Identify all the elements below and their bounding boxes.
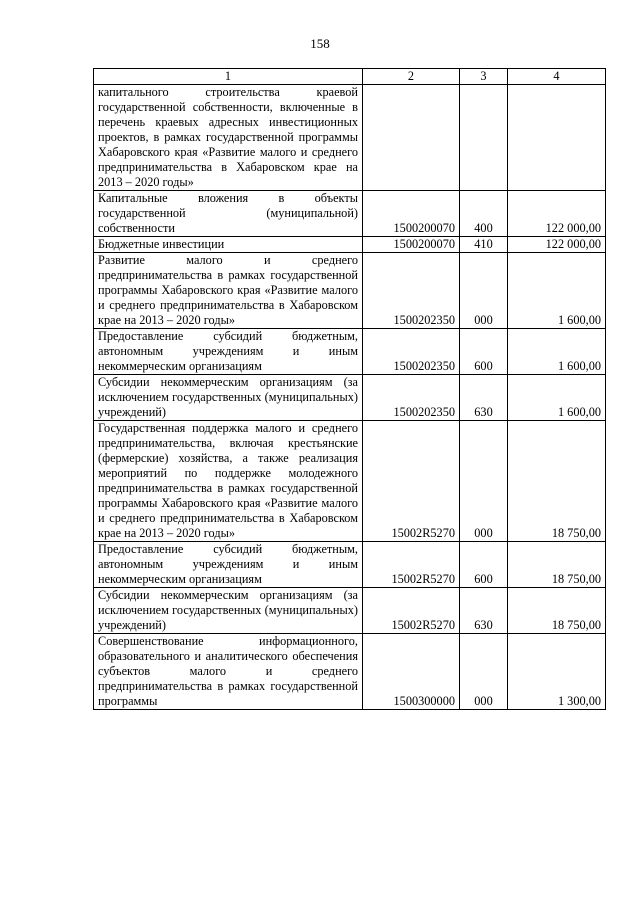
table-row [94,191,606,237]
table-row [94,588,606,634]
table-row [94,542,606,588]
table-row [94,85,606,191]
row-target-code: 1500200070 [363,237,460,253]
row-amount: 122 000,00 [508,237,606,253]
row-expense-type: 000 [460,634,508,710]
row-description: капитального строительства краевой государственной собственности, включенные в перечень краевых адресных инвестиционных проектов, в рамках государственной программы Хабаровского края «Развитие малого и среднего предпринимательства в Хабаровском крае на 2013 – 2020 годы» [94,85,363,191]
column-header-2: 2 [363,69,460,85]
row-description: Бюджетные инвестиции [94,237,363,253]
row-amount: 18 750,00 [508,542,606,588]
row-expense-type: 630 [460,375,508,421]
column-header-1: 1 [94,69,363,85]
table-row [94,237,606,253]
row-amount: 1 600,00 [508,253,606,329]
row-target-code: 15002R5270 [363,588,460,634]
row-target-code: 15002R5270 [363,542,460,588]
row-expense-type: 600 [460,329,508,375]
row-expense-type: 000 [460,253,508,329]
row-amount: 18 750,00 [508,421,606,542]
row-target-code: 15002R5270 [363,421,460,542]
row-amount: 1 600,00 [508,375,606,421]
row-target-code [363,85,460,191]
page-number: 158 [310,36,330,51]
table-row [94,421,606,542]
column-header-3: 3 [460,69,508,85]
row-expense-type: 000 [460,421,508,542]
table-row [94,375,606,421]
table-row [94,634,606,710]
row-target-code: 1500300000 [363,634,460,710]
row-amount: 1 300,00 [508,634,606,710]
row-description: Государственная поддержка малого и среднего предпринимательства, включая крестьянские (фермерские) хозяйства, а также реализация мероприятий по поддержке молодежного предпринимательства в рамках государственной программы Хабаровского края «Развитие малого и среднего предпринимательства в Хабаровском крае на 2013 – 2020 годы» [94,421,363,542]
row-expense-type [460,85,508,191]
row-description: Развитие малого и среднего предпринимательства в рамках государственной программы Хабаровского края «Развитие малого и среднего предпринимательства в Хабаровском крае на 2013 – 2020 годы» [94,253,363,329]
row-target-code: 1500202350 [363,375,460,421]
column-header-4: 4 [508,69,606,85]
row-expense-type: 410 [460,237,508,253]
row-target-code: 1500202350 [363,329,460,375]
row-amount [508,85,606,191]
row-description: Капитальные вложения в объекты государственной (муниципальной) собственности [94,191,363,237]
row-description: Субсидии некоммерческим организациям (за исключением государственных (муниципальных) учреждений) [94,375,363,421]
row-amount: 122 000,00 [508,191,606,237]
row-description: Совершенствование информационного, образовательного и аналитического обеспечения субъектов малого и среднего предпринимательства в рамках государственной программы [94,634,363,710]
row-description: Предоставление субсидий бюджетным, автономным учреждениям и иным некоммерческим организациям [94,542,363,588]
row-expense-type: 400 [460,191,508,237]
table-row [94,329,606,375]
row-amount: 1 600,00 [508,329,606,375]
row-description: Предоставление субсидий бюджетным, автономным учреждениям и иным некоммерческим организациям [94,329,363,375]
row-expense-type: 630 [460,588,508,634]
table-row [94,253,606,329]
budget-table [93,68,606,710]
row-target-code: 1500202350 [363,253,460,329]
row-description: Субсидии некоммерческим организациям (за исключением государственных (муниципальных) учреждений) [94,588,363,634]
row-amount: 18 750,00 [508,588,606,634]
row-target-code: 1500200070 [363,191,460,237]
row-expense-type: 600 [460,542,508,588]
table-header-row [94,69,606,85]
